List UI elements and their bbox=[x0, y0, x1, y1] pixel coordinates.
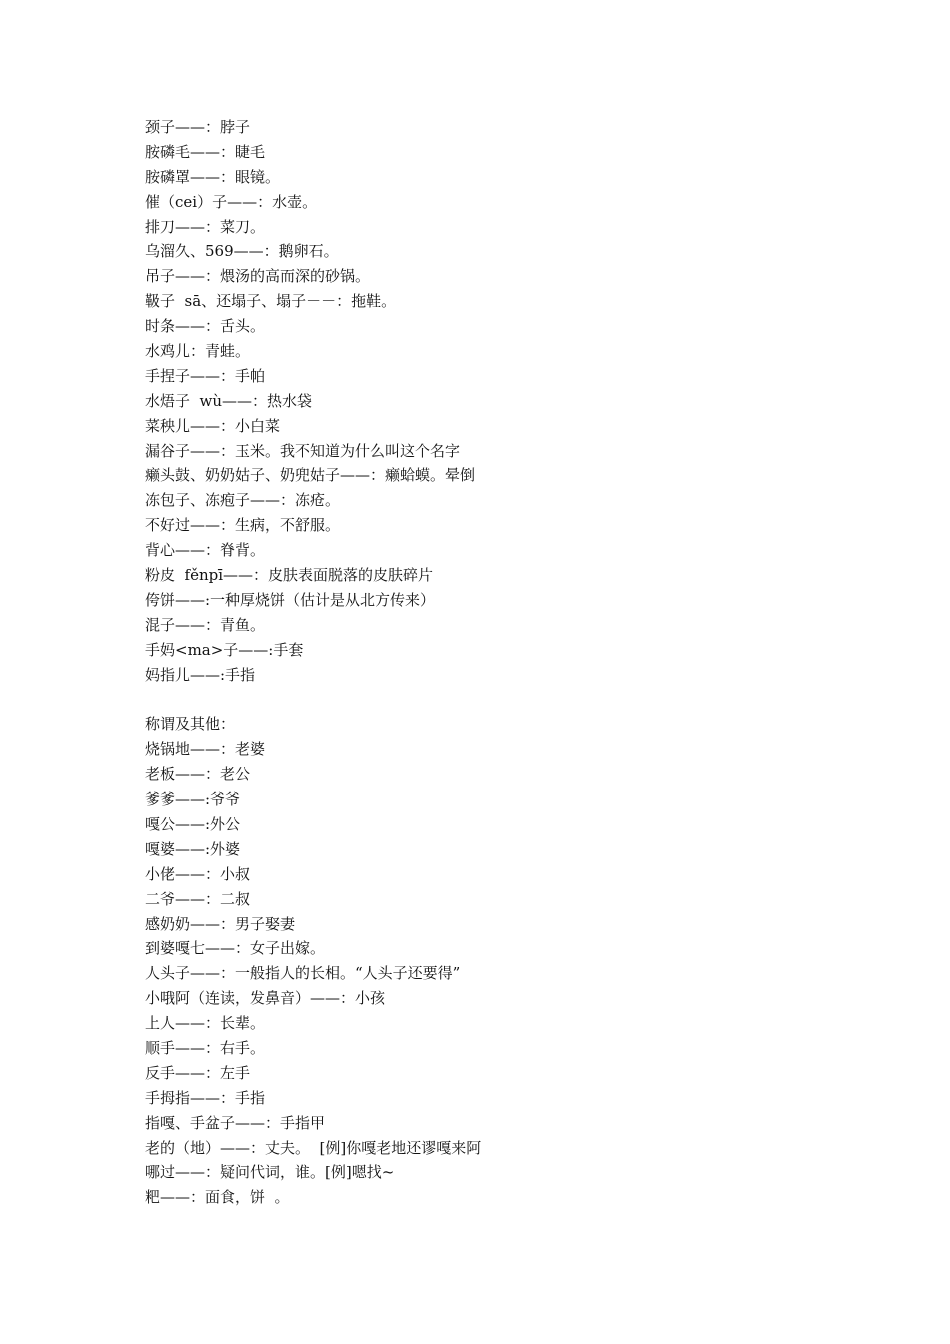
text-line: 胺磷罩——：眼镜。 bbox=[145, 167, 281, 186]
text-line: 到婆嘎七——：女子出嫁。 bbox=[145, 939, 326, 958]
text-line: 漏谷子——：玉米。我不知道为什么叫这个名字 bbox=[145, 441, 461, 460]
text-line: 菜秧儿——：小白菜 bbox=[145, 416, 281, 435]
blank-line bbox=[145, 687, 905, 712]
text-line: 胺磷毛——：睫毛 bbox=[145, 142, 266, 161]
vocabulary-section bbox=[145, 115, 905, 687]
text-line: 粉皮 fěnpī——：皮肤表面脱落的皮肤碎片 bbox=[145, 566, 434, 585]
text-line: 粑——：面食，饼 。 bbox=[145, 1188, 290, 1207]
text-line: 指嘎、手盆子——：手指甲 bbox=[145, 1113, 326, 1132]
text-line: 手拇指——：手指 bbox=[145, 1088, 266, 1107]
text-line: 小哦阿（连读，发鼻音）——：小孩 bbox=[145, 989, 386, 1008]
text-line: 排刀——：菜刀。 bbox=[145, 217, 266, 236]
text-line: 烧锅地——：老婆 bbox=[145, 740, 266, 759]
section-heading: 称谓及其他： bbox=[145, 715, 236, 734]
text-line: 妈指儿——:手指 bbox=[145, 665, 256, 684]
text-line: 上人——：长辈。 bbox=[145, 1014, 266, 1033]
text-line: 催（cei）子——：水壶。 bbox=[145, 192, 318, 211]
text-line: 乌溜久、569——：鹅卵石。 bbox=[145, 242, 339, 261]
kinship-terms-section bbox=[145, 737, 905, 1210]
text-line: 靸子 sā、还塌子、塌子－－：拖鞋。 bbox=[145, 292, 397, 311]
text-line: 癞头鼓、奶奶姑子、奶兜姑子——：癞蛤蟆。晕倒 bbox=[145, 466, 476, 485]
text-line: 嘎婆——:外婆 bbox=[145, 839, 241, 858]
text-line: 嘎公——:外公 bbox=[145, 814, 241, 833]
text-line: 背心——：脊背。 bbox=[145, 541, 266, 560]
document-body bbox=[145, 115, 905, 1210]
text-line: 冻包子、冻疱子——：冻疮。 bbox=[145, 491, 341, 510]
text-line: 反手——：左手 bbox=[145, 1063, 251, 1082]
text-line: 老的（地）——：丈夫。 [例]你嘎老地还谬嘎来阿 bbox=[145, 1138, 482, 1157]
text-line: 爹爹——:爷爷 bbox=[145, 790, 241, 809]
text-line: 手捏子——：手帕 bbox=[145, 366, 266, 385]
text-line: 侉饼——:一种厚烧饼（估计是从北方传来） bbox=[145, 590, 436, 609]
text-line: 顺手——：右手。 bbox=[145, 1038, 266, 1057]
text-line: 混子——：青鱼。 bbox=[145, 615, 266, 634]
text-line: 水焐子 wù——：热水袋 bbox=[145, 391, 313, 410]
text-line: 人头子——：一般指人的长相。“人头子还要得” bbox=[145, 964, 461, 983]
text-line: 颈子——：脖子 bbox=[145, 118, 251, 136]
text-line: 手妈<ma>子——:手套 bbox=[145, 640, 304, 659]
text-line: 小佬——：小叔 bbox=[145, 864, 251, 883]
text-line: 水鸡儿：青蛙。 bbox=[145, 342, 251, 361]
text-line: 二爷——：二叔 bbox=[145, 889, 251, 908]
text-line: 不好过——：生病，不舒服。 bbox=[145, 516, 341, 535]
text-line: 哪过——：疑问代词，谁。[例]嗯找~ bbox=[145, 1163, 395, 1182]
text-line: 老板——：老公 bbox=[145, 765, 251, 784]
text-line: 时条——：舌头。 bbox=[145, 317, 266, 336]
text-line: 感奶奶——：男子娶妻 bbox=[145, 914, 296, 933]
text-line: 吊子——：煨汤的高而深的砂锅。 bbox=[145, 267, 371, 286]
